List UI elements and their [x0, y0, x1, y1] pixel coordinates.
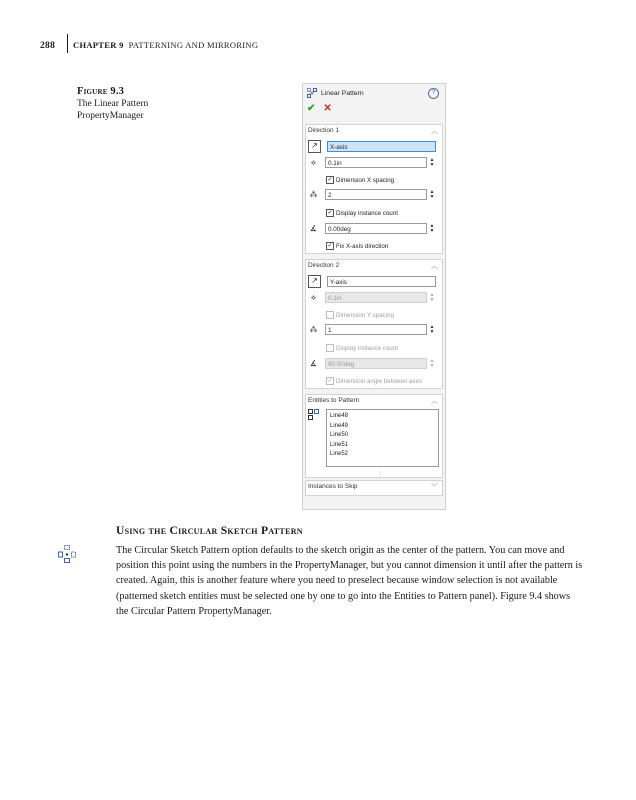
- checkbox-label: Display instance count: [336, 344, 398, 352]
- spacing-icon: ⟡: [310, 293, 317, 302]
- entities-list[interactable]: [326, 409, 439, 467]
- list-item[interactable]: Line51: [330, 441, 349, 448]
- list-item[interactable]: Line52: [330, 451, 349, 458]
- direction1-angle-row: [308, 223, 435, 234]
- collapse-chevron-icon[interactable]: ︿: [431, 263, 438, 270]
- direction2-angle-row: [308, 358, 435, 369]
- reverse-direction-icon[interactable]: ↗: [308, 275, 321, 288]
- spinner-arrows-icon: ▲ ▼: [429, 357, 435, 369]
- header-divider: [67, 34, 68, 53]
- direction2-heading[interactable]: Direction 2: [308, 262, 340, 269]
- direction1-spacing-input[interactable]: 0.1in: [325, 157, 427, 168]
- pm-title-bar: [307, 88, 364, 98]
- ok-cancel-bar: [307, 104, 332, 114]
- direction1-display-count-checkbox[interactable]: [326, 209, 398, 217]
- checkbox-label: Dimension angle between axes: [336, 377, 422, 385]
- direction2-spacing-row: [308, 292, 435, 303]
- list-item[interactable]: Line50: [330, 432, 349, 439]
- help-icon[interactable]: ?: [428, 88, 439, 99]
- spacing-icon: ⟡: [310, 158, 317, 167]
- direction2-direction-row: [308, 275, 436, 288]
- figure-caption-line-1: The Linear Pattern: [77, 99, 149, 109]
- instances-icon: ⁂: [309, 325, 318, 334]
- direction1-instances-row: [308, 189, 435, 200]
- checkbox-checked-icon[interactable]: ✓: [327, 177, 333, 183]
- direction2-section: [305, 259, 443, 389]
- expand-chevron-icon[interactable]: ﹀: [431, 484, 438, 491]
- spinner-arrows-icon[interactable]: ▲ ▼: [429, 156, 435, 168]
- checkbox-label: Display instance count: [336, 209, 398, 217]
- resize-grip-icon[interactable]: ⁞: [380, 471, 382, 477]
- sketch-entities-icon: [308, 409, 319, 420]
- list-item[interactable]: Line49: [330, 422, 349, 429]
- spinner-arrows-icon: ▲ ▼: [429, 291, 435, 303]
- checkbox-checked-icon[interactable]: ✓: [327, 243, 333, 249]
- entities-section: [305, 394, 443, 478]
- list-item[interactable]: Line48: [330, 413, 349, 419]
- angle-icon: ∡: [309, 224, 318, 233]
- chapter-heading: [73, 40, 258, 50]
- instances-to-skip-section: [305, 480, 443, 496]
- checkbox-unchecked-icon: [326, 311, 334, 319]
- circular-sketch-pattern-icon: [58, 545, 76, 563]
- spinner-arrows-icon[interactable]: ▲ ▼: [429, 323, 435, 335]
- collapse-chevron-icon[interactable]: ︿: [431, 128, 438, 135]
- direction2-display-count-checkbox: [326, 344, 398, 352]
- direction1-spacing-row: [308, 157, 435, 168]
- figure-caption: [77, 86, 217, 122]
- checkbox-label: Dimension X spacing: [336, 176, 395, 184]
- figure-caption-line-2: PropertyManager: [77, 111, 144, 121]
- cancel-button[interactable]: ✕: [323, 103, 332, 114]
- body-paragraph: The Circular Sketch Pattern option defaults to the sketch origin as the center of the pattern. You can move and position this point using the numbers in the PropertyManager, but you cannot dimension it until after the pattern is created. Again, this is another feature where you need to preselect because window selection is not available (patterned sketch entities must be selected one by one to go into the Entities to Pattern panel). Figure 9.4 shows the Circular Pattern PropertyManager.: [116, 545, 583, 617]
- checkbox-label: Fix X-axis direction: [336, 242, 389, 250]
- checkbox-label: Dimension Y spacing: [336, 311, 394, 319]
- collapse-chevron-icon[interactable]: ︿: [431, 398, 438, 405]
- ok-button[interactable]: ✔: [307, 103, 316, 114]
- direction2-direction-field[interactable]: Y-axis: [327, 276, 436, 287]
- entities-heading[interactable]: Entities to Pattern: [308, 397, 360, 404]
- figure-label: Figure 9.3: [77, 86, 125, 97]
- direction1-heading[interactable]: Direction 1: [308, 127, 340, 134]
- chapter-label: CHAPTER 9: [73, 40, 124, 50]
- direction1-direction-row: [308, 140, 436, 153]
- reverse-direction-icon[interactable]: ↗: [308, 140, 321, 153]
- instances-to-skip-heading[interactable]: Instances to Skip: [308, 483, 358, 490]
- page-number: 288: [40, 41, 56, 51]
- direction1-angle-input[interactable]: 0.00deg: [325, 223, 427, 234]
- instances-icon: ⁂: [309, 190, 318, 199]
- linear-pattern-property-manager: [302, 83, 446, 510]
- direction2-angle-input: 90.00deg: [325, 358, 427, 369]
- direction2-instances-row: [308, 324, 435, 335]
- linear-pattern-icon: [307, 88, 317, 98]
- checkbox-checked-icon: ✓: [327, 378, 333, 384]
- entities-to-pattern-icon: [308, 409, 319, 420]
- direction1-fix-axis-checkbox[interactable]: [326, 242, 388, 250]
- direction2-spacing-input: 0.1in: [325, 292, 427, 303]
- direction2-dimension-spacing-checkbox: [326, 311, 394, 319]
- direction1-direction-field[interactable]: X-axis: [327, 141, 436, 152]
- direction1-instances-input[interactable]: 2: [325, 189, 427, 200]
- pm-title: Linear Pattern: [321, 89, 364, 97]
- direction1-section: [305, 124, 443, 254]
- checkbox-checked-icon[interactable]: ✓: [327, 210, 333, 216]
- direction2-dimension-angle-checkbox: [326, 377, 422, 385]
- angle-icon: ∡: [309, 359, 318, 368]
- checkbox-unchecked-icon: [326, 344, 334, 352]
- section-heading: Using the Circular Sketch Pattern: [116, 525, 303, 537]
- spinner-arrows-icon[interactable]: ▲ ▼: [429, 188, 435, 200]
- direction1-dimension-spacing-checkbox[interactable]: [326, 176, 394, 184]
- chapter-title: PATTERNING AND MIRRORING: [128, 40, 259, 50]
- spinner-arrows-icon[interactable]: ▲ ▼: [429, 222, 435, 234]
- running-header: [40, 36, 259, 56]
- direction2-instances-input[interactable]: 1: [325, 324, 427, 335]
